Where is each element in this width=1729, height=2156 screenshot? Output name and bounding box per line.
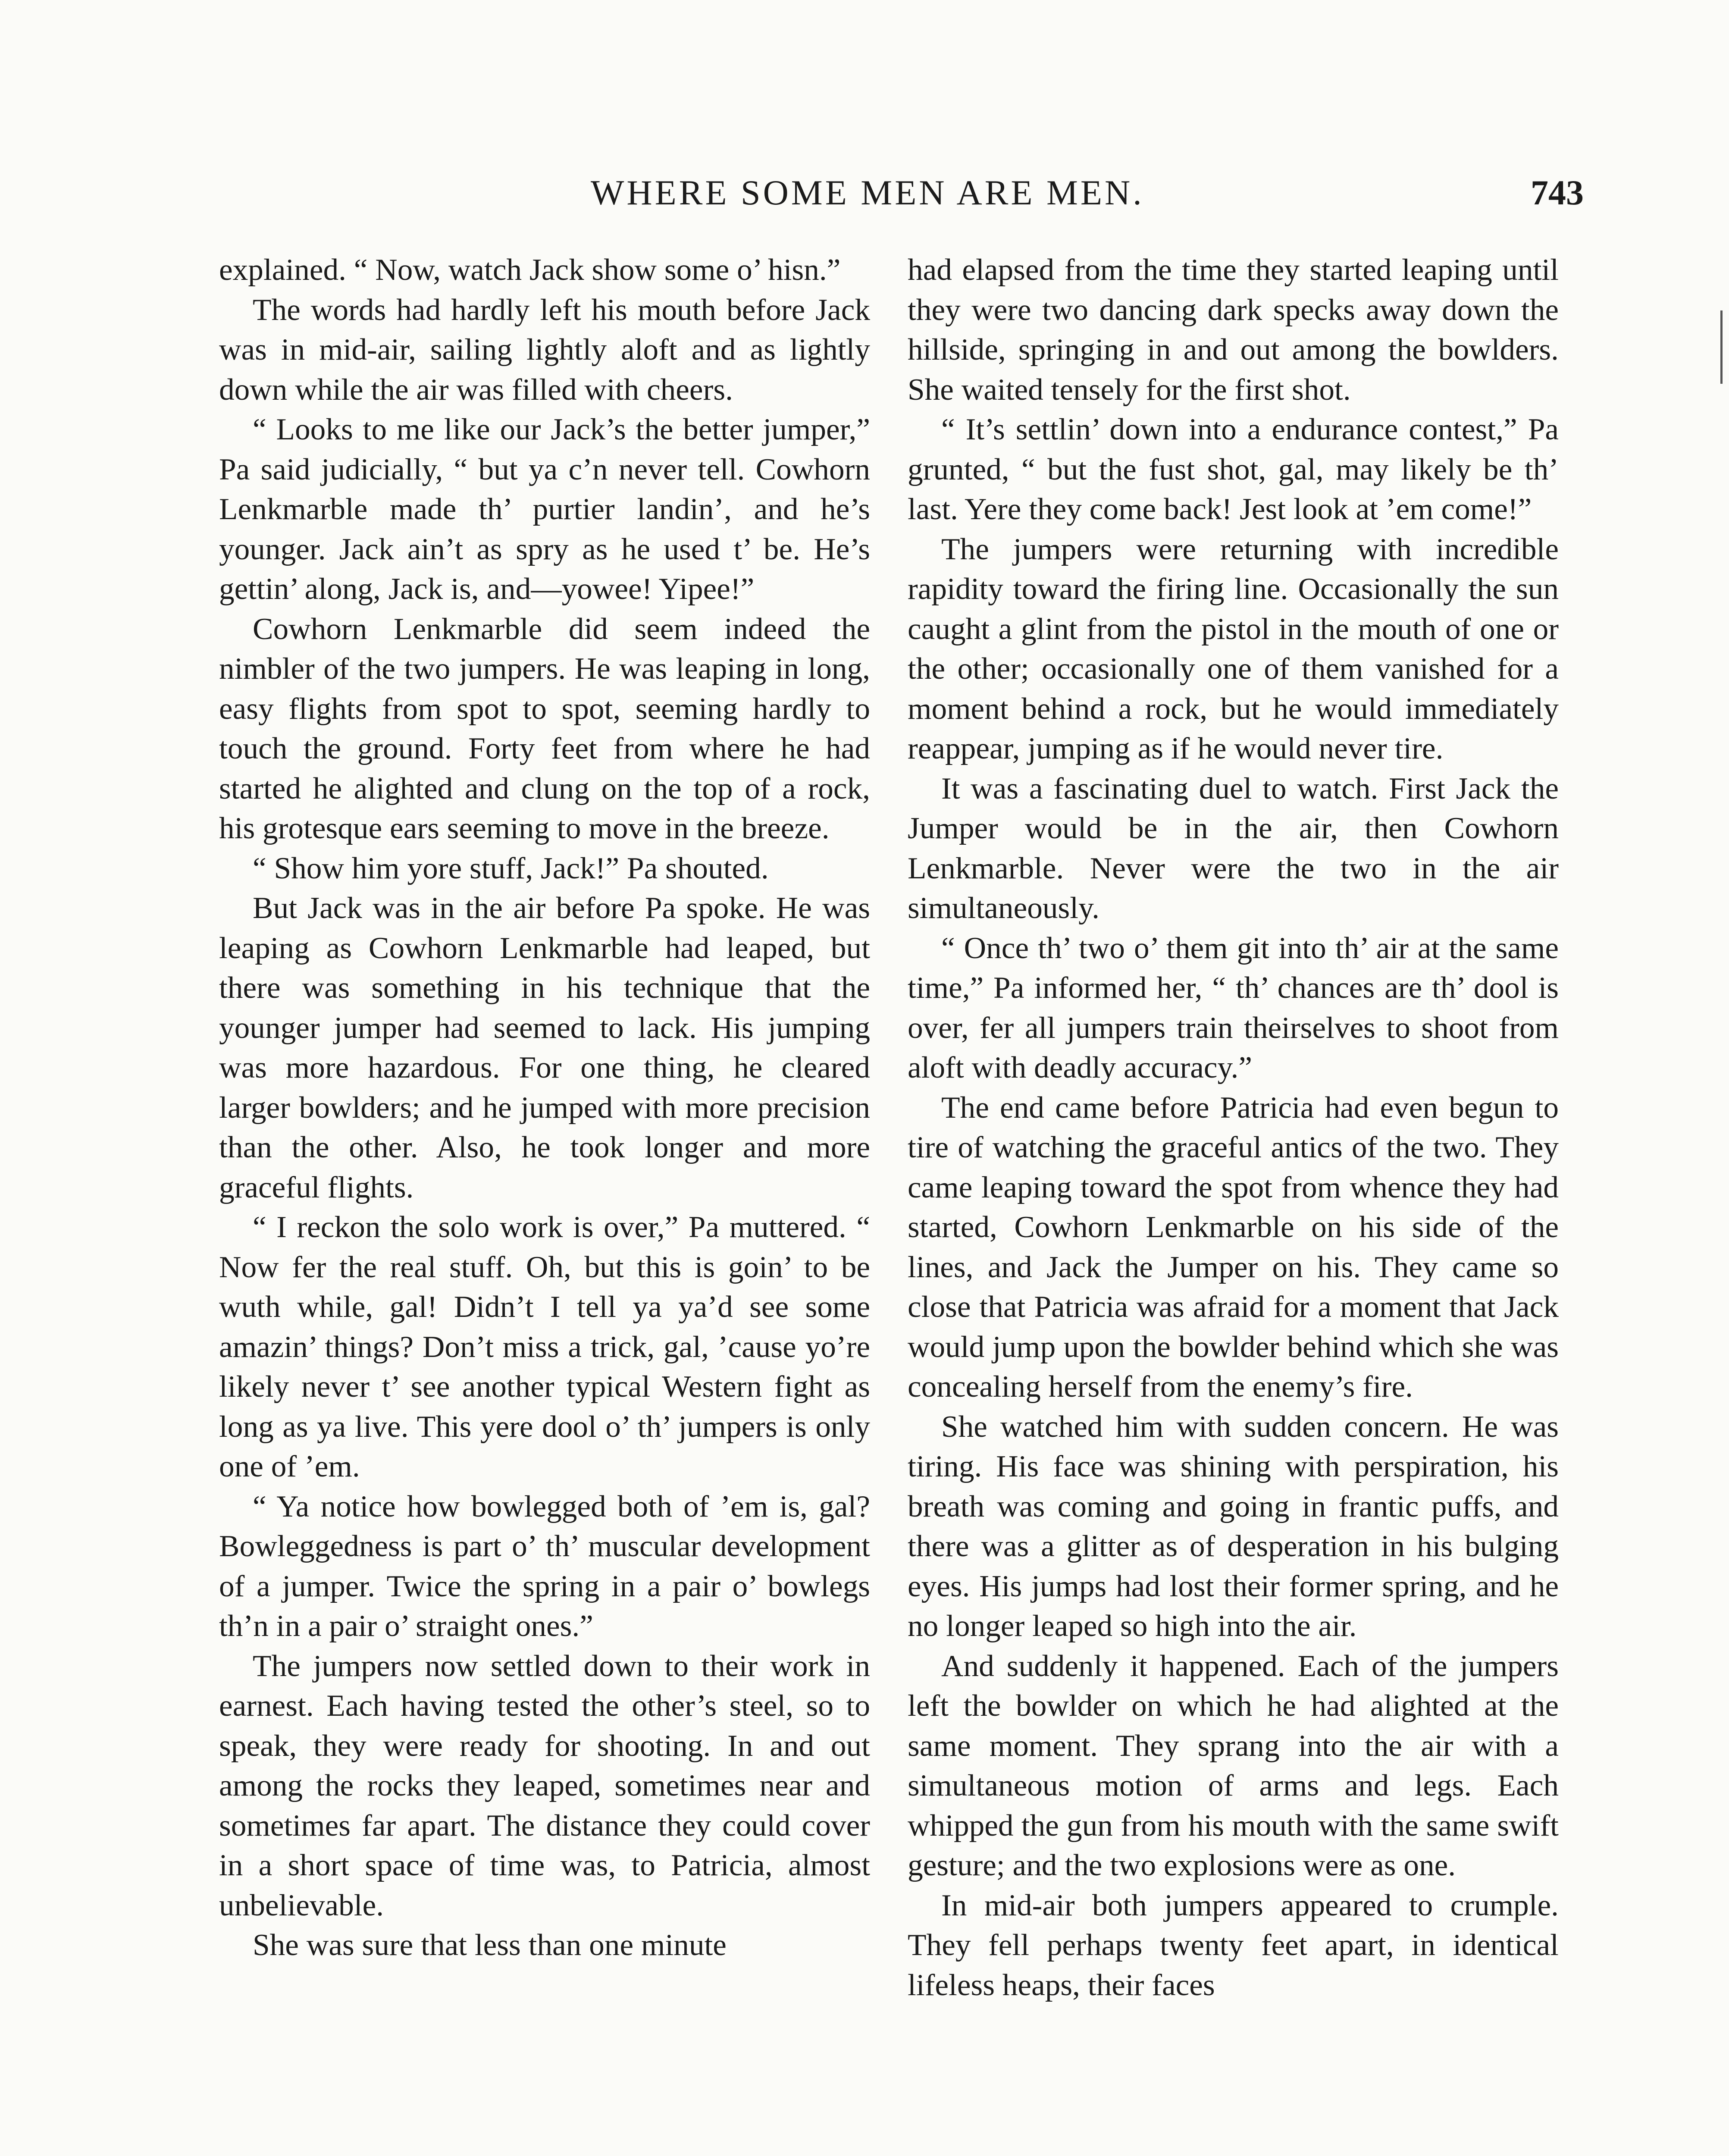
paragraph: In mid-air both jumpers appeared to crumple. They fell perhaps twenty feet apart, in identical lifeless heaps, their faces <box>908 1888 1559 2002</box>
left-column <box>219 250 870 1965</box>
margin-mark <box>1720 310 1723 384</box>
paragraph: She was sure that less than one minute <box>253 1928 727 1962</box>
paragraph: The end came before Patricia had even begun to tire of watching the graceful antics of the two. They came leaping toward the spot from whence they had started, Cowhorn Lenkmarble on his side of the lines, and Jack the Jumper on his. They came so close that Patricia was afraid for a moment that Jack would jump upon the bowlder behind which she was concealing herself from the enemy’s fire. <box>908 1090 1559 1404</box>
paragraph: Cowhorn Lenkmarble did seem indeed the nimbler of the two jumpers. He was leaping in long, easy flights from spot to spot, seeming hardly to touch the ground. Forty feet from where he had started he alighted and clung on the top of a rock, his grotesque ears seeming to move in the breeze. <box>219 611 870 845</box>
paragraph: had elapsed from the time they started leaping until they were two dancing dark specks away down the hillside, springing in and out among the bowlders. She waited tensely for the first shot. <box>908 253 1559 407</box>
paragraph: The words had hardly left his mouth before Jack was in mid-air, sailing lightly aloft and as lightly down while the air was filled with cheers. <box>219 292 870 407</box>
right-column <box>908 250 1559 2005</box>
paragraph: “ Ya notice how bowlegged both of ’em is, gal? Bowleggedness is part o’ th’ muscular development of a jumper. Twice the spring in a pair o’ bowlegs th’n in a pair o’ straight ones.” <box>219 1489 870 1643</box>
paragraph: explained. “ Now, watch Jack show some o’ hisn.” <box>219 253 841 287</box>
paragraph: She watched him with sudden concern. He was tiring. His face was shining with perspiration, his breath was coming and going in frantic puffs, and there was a glitter as of desperation in his bulging eyes. His jumps had lost their former spring, and he no longer leaped so high into the air. <box>908 1409 1559 1643</box>
paragraph: But Jack was in the air before Pa spoke. He was leaping as Cowhorn Lenkmarble had leaped, but there was something in his technique that the younger jumper had seemed to lack. His jumping was more hazardous. For one thing, he cleared larger bowlders; and he jumped with more precision than the other. Also, he took longer and more graceful flights. <box>219 891 870 1204</box>
paragraph: “ I reckon the solo work is over,” Pa muttered. “ Now fer the real stuff. Oh, but this is goin’ to be wuth while, gal! Didn’t I tell ya ya’d see some amazin’ things? Don’t miss a trick, gal, ’cause yo’re likely never t’ see another typical Western fight as long as ya live. This yere dool o’ th’ jumpers is only one of ’em. <box>219 1210 870 1483</box>
paragraph: “ Once th’ two o’ them git into th’ air at the same time,” Pa informed her, “ th’ chances are th’ dool is over, fer all jumpers train theirselves to shoot from aloft with deadly accuracy.” <box>908 931 1559 1084</box>
paragraph: “ Looks to me like our Jack’s the better jumper,” Pa said judicially, “ but ya c’n never tell. Cowhorn Lenkmarble made th’ purtier landin’, and he’s younger. Jack ain’t as spry as he used t’ be. He’s gettin’ along, Jack is, and—yowee! Yipee!” <box>219 412 870 606</box>
paragraph: The jumpers now settled down to their work in earnest. Each having tested the other’s steel, so to speak, they were ready for shooting. In and out among the rocks they leaped, sometimes near and sometimes far apart. The distance they could cover in a short space of time was, to Patricia, almost unbelievable. <box>219 1648 870 1922</box>
running-head: WHERE SOME MEN ARE MEN. <box>591 173 1144 212</box>
paragraph: The jumpers were returning with incredible rapidity toward the firing line. Occasionally the sun caught a glint from the pistol in the mouth of one or the other; occasionally one of them vanished for a moment behind a rock, but he would immediately reappear, jumping as if he would never tire. <box>908 532 1559 765</box>
paragraph: “ It’s settlin’ down into a endurance contest,” Pa grunted, “ but the fust shot, gal, may likely be th’ last. Yere they come back! Jest look at ’em come!” <box>908 412 1559 526</box>
paragraph: It was a fascinating duel to watch. First Jack the Jumper would be in the air, then Cowhorn Lenkmarble. Never were the two in the air simultaneously. <box>908 771 1559 925</box>
page-number: 743 <box>1531 173 1584 212</box>
paragraph: “ Show him yore stuff, Jack!” Pa shouted. <box>253 851 769 885</box>
paragraph: And suddenly it happened. Each of the jumpers left the bowlder on which he had alighted at the same moment. They sprang into the air with a simultaneous motion of arms and legs. Each whipped the gun from his mouth with the same swift gesture; and the two explosions were as one. <box>908 1648 1559 1882</box>
